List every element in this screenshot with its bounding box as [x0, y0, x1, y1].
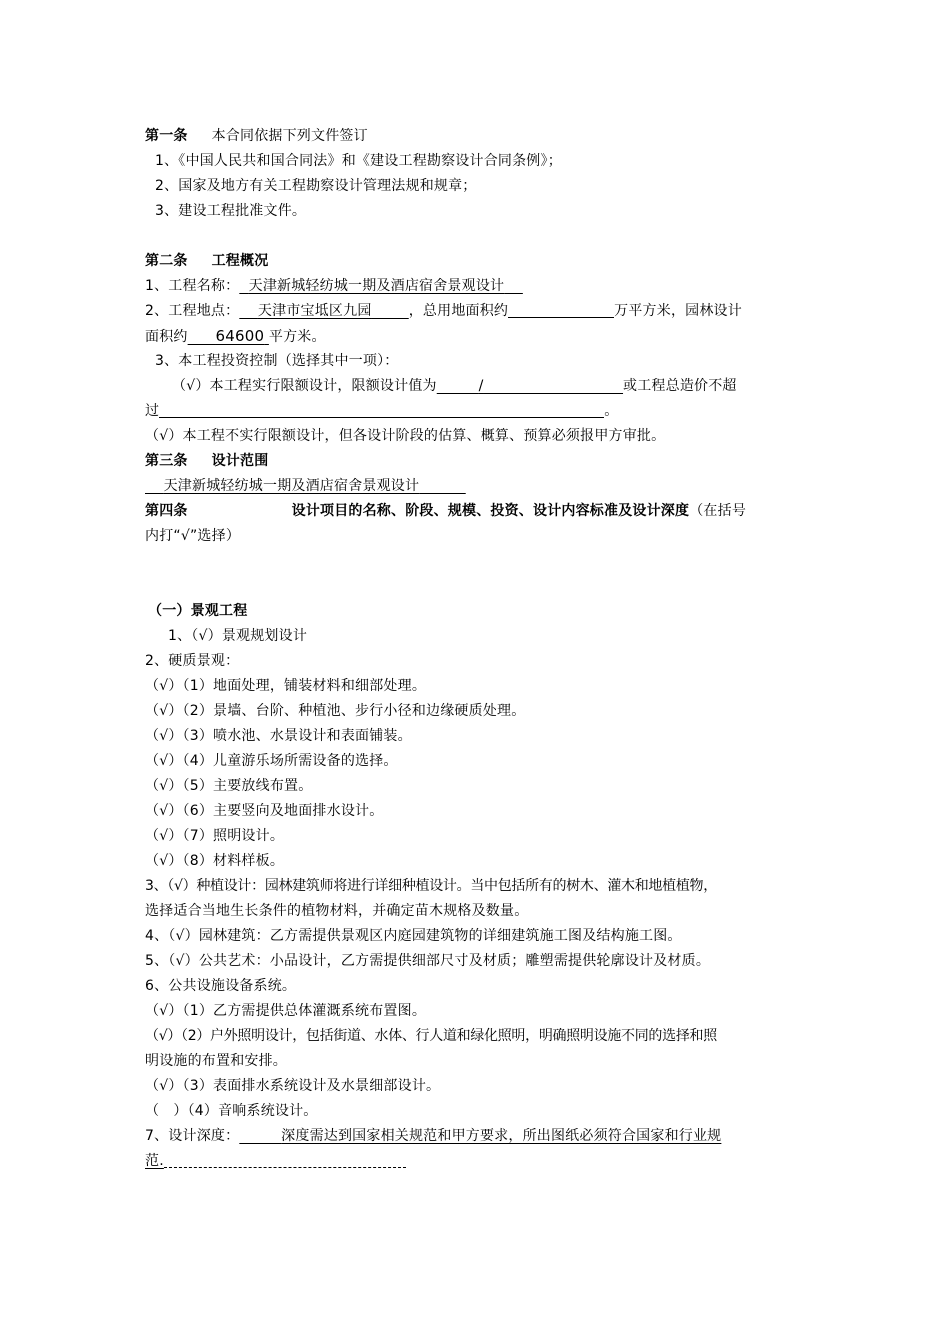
limit-end: 。	[604, 403, 619, 419]
project-name-line	[145, 277, 523, 295]
garden-area-line	[145, 327, 326, 346]
limit-option-tail: 或工程总造价不超	[623, 378, 737, 394]
public-art-item: 5、（√）公共艺术：小品设计，乙方需提供细部尺寸及材质；雕塑需提供轮廓设计及材质。	[145, 953, 711, 969]
site-area-blank	[508, 303, 614, 318]
design-scope-line	[145, 477, 466, 495]
design-scope-value: 天津新城轻纺城一期及酒店宿舍景观设计	[163, 478, 420, 494]
article-2-number: 第二条	[145, 253, 188, 269]
design-depth-line-2	[145, 1152, 406, 1170]
planting-design-line-2: 选择适合当地生长条件的植物材料，并确定苗木规格及数量。	[145, 903, 529, 919]
article-4-heading	[145, 502, 746, 520]
hardscape-heading: 2、硬质景观：	[145, 653, 240, 669]
garden-area-label: 面积约	[145, 329, 188, 345]
facility-heading: 6、公共设施设备系统。	[145, 978, 297, 994]
design-depth-value: 深度需达到国家相关规范和甲方要求，所出图纸必须符合国家和行业规	[281, 1128, 722, 1144]
limit-option-line	[172, 377, 737, 395]
article-1-item-1: 1、《中国人民共和国合同法》和《建设工程勘察设计合同条例》；	[155, 153, 562, 169]
article-3-number: 第三条	[145, 453, 188, 469]
article-1-title: 本合同依据下列文件签订	[211, 128, 368, 144]
article-4-title: 设计项目的名称、阶段、规模、投资、设计内容标准及设计深度	[291, 503, 690, 519]
facility-item-1: （√）（1）乙方需提供总体灌溉系统布置图。	[145, 1003, 427, 1019]
project-site-value: 天津市宝坻区九园	[257, 303, 372, 319]
article-4-title-tail: （在括号	[689, 503, 747, 519]
facility-item-3: （√）（3）表面排水系统设计及水景细部设计。	[145, 1078, 441, 1094]
hardscape-item-1: （√）（1）地面处理，铺装材料和细部处理。	[145, 678, 427, 694]
total-cost-blank	[159, 403, 604, 418]
article-1-number: 第一条	[145, 128, 188, 144]
site-area-unit: 万平方米，园林设计	[614, 303, 742, 319]
design-depth-label: 7、设计深度：	[145, 1128, 240, 1144]
hardscape-item-4: （√）（4）儿童游乐场所需设备的选择。	[145, 753, 398, 769]
hardscape-item-7: （√）（7）照明设计。	[145, 828, 285, 844]
hardscape-item-2: （√）（2）景墙、台阶、种植池、步行小径和边缘硬质处理。	[145, 703, 526, 719]
article-3-heading	[145, 452, 268, 470]
site-area-text: ，总用地面积约	[408, 303, 509, 319]
facility-item-2-line-1: （√）（2）户外照明设计，包括街道、水体、行人道和绿化照明，明确照明设施不同的选择和照	[145, 1028, 717, 1044]
hardscape-item-8: （√）（8）材料样板。	[145, 853, 285, 869]
hardscape-item-6: （√）（6）主要竖向及地面排水设计。	[145, 803, 384, 819]
investment-heading: 3、本工程投资控制（选择其中一项）：	[155, 353, 399, 369]
article-2-heading	[145, 252, 268, 270]
article-1-item-3: 3、建设工程批准文件。	[155, 203, 307, 219]
hardscape-item-3: （√）（3）喷水池、水景设计和表面铺装。	[145, 728, 412, 744]
project-site-line	[145, 302, 742, 320]
design-depth-blank	[164, 1153, 406, 1168]
limit-value: /	[478, 378, 484, 394]
no-limit-option: （√）本工程不实行限额设计，但各设计阶段的估算、概算、预算必须报甲方审批。	[145, 428, 666, 444]
article-1-item-2: 2、国家及地方有关工程勘察设计管理法规和规章；	[155, 178, 477, 194]
article-4-number: 第四条	[145, 503, 188, 519]
limit-option-text: （√）本工程实行限额设计，限额设计值为	[172, 378, 437, 394]
facility-item-2-line-2: 明设施的布置和安排。	[145, 1053, 287, 1069]
project-name-label: 1、工程名称：	[145, 278, 240, 294]
garden-area-value: 64600	[215, 327, 265, 345]
garden-area-unit: 平方米。	[268, 329, 326, 345]
limit-continue-line	[145, 402, 618, 420]
design-depth-value-cont: 范.	[145, 1153, 164, 1169]
planting-design-line-1: 3、（√）种植设计：园林建筑师将进行详细种植设计。当中包括所有的树木、灌木和地植植物，	[145, 878, 717, 894]
facility-item-4: （ ）（4）音响系统设计。	[145, 1103, 318, 1119]
article-4-title-continue: 内打“√”选择）	[145, 528, 241, 544]
landscape-section-heading: （一）景观工程	[148, 603, 248, 619]
article-3-title: 设计范围	[211, 453, 269, 469]
project-site-label: 2、工程地点：	[145, 303, 240, 319]
design-depth-line-1	[145, 1127, 721, 1145]
limit-continue-text: 过	[145, 403, 160, 419]
project-name-value: 天津新城轻纺城一期及酒店宿舍景观设计	[248, 278, 505, 294]
hardscape-item-5: （√）（5）主要放线布置。	[145, 778, 313, 794]
landscape-planning-item: 1、（√）景观规划设计	[168, 628, 308, 644]
article-2-title: 工程概况	[211, 253, 269, 269]
article-1-heading	[145, 127, 368, 145]
garden-building-item: 4、（√）园林建筑：乙方需提供景观区内庭园建筑物的详细建筑施工图及结构施工图。	[145, 928, 682, 944]
